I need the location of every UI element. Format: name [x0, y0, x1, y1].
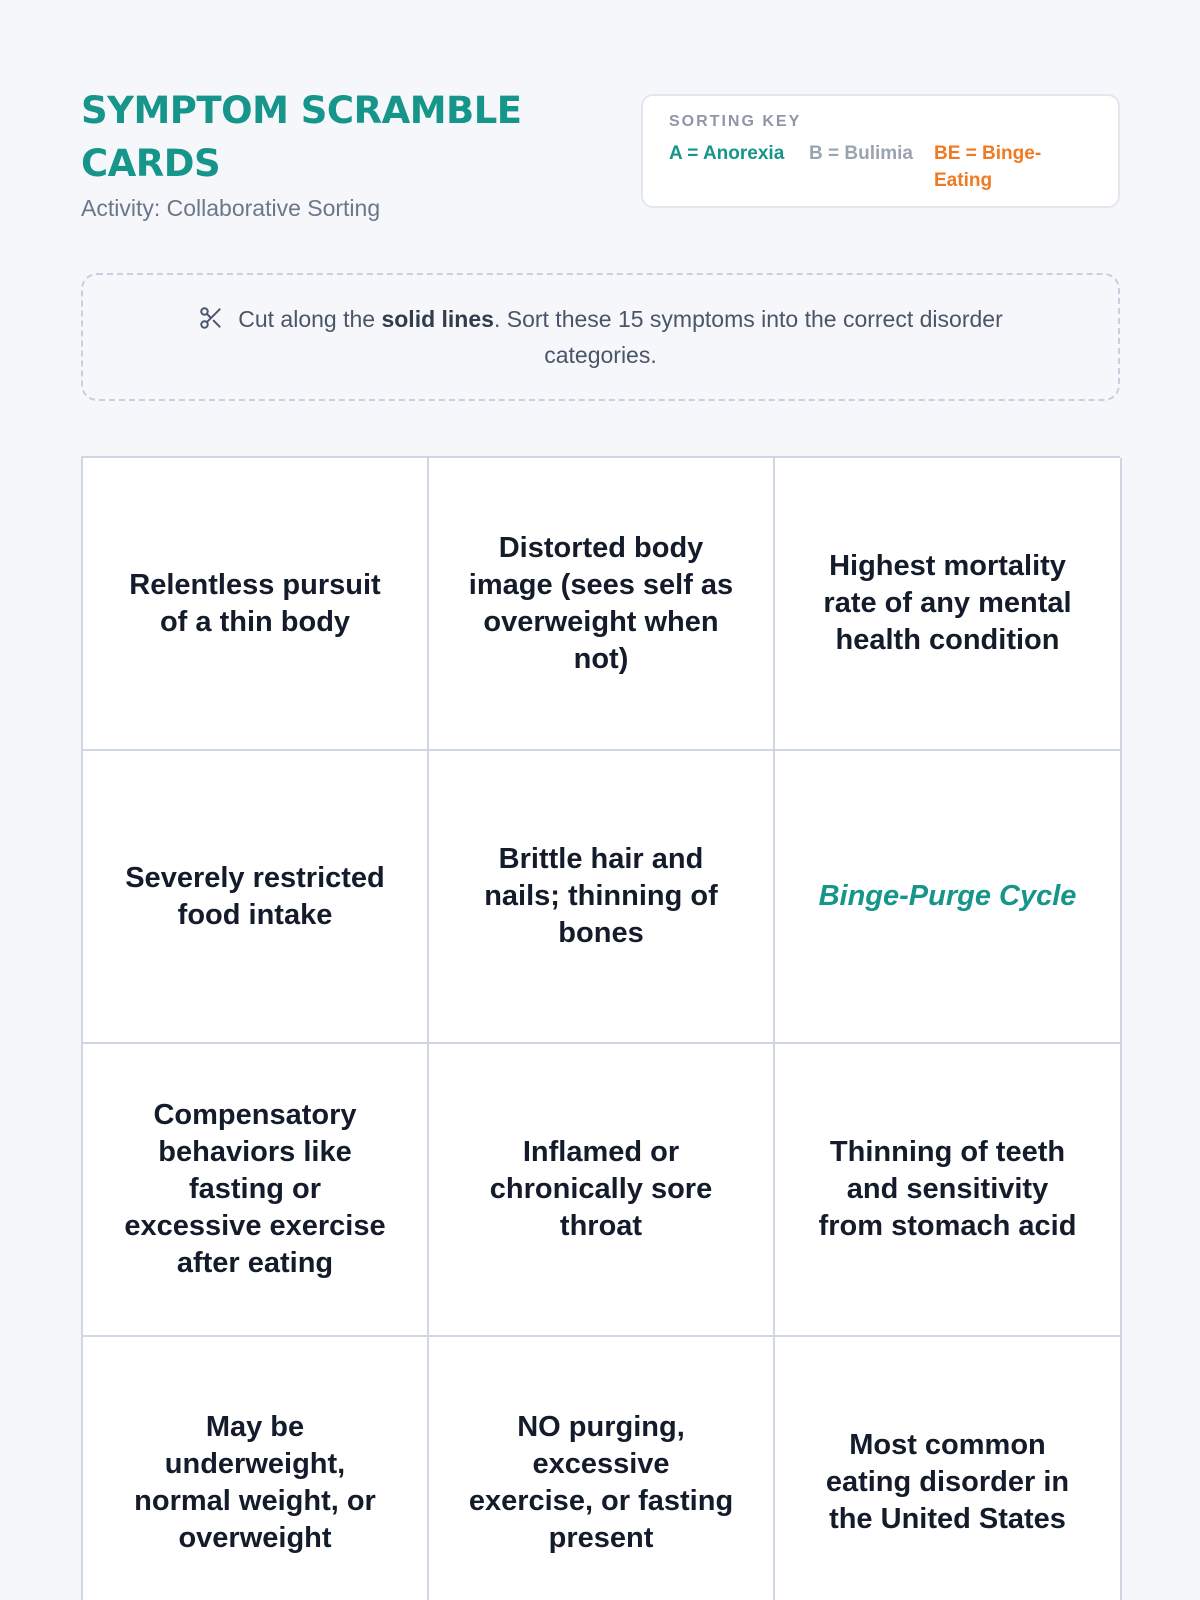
- sorting-key-label: SORTING KEY: [669, 113, 802, 130]
- symptom-card-text: Compensatory behaviors like fasting or excessive exercise after eating: [124, 1099, 386, 1279]
- symptom-card-text: NO purging, excessive exercise, or fasting present: [468, 1410, 734, 1554]
- instruction-box: [81, 273, 1120, 401]
- symptom-card-text: May be underweight, normal weight, or overweight: [134, 1410, 376, 1554]
- symptom-card[interactable]: [429, 1337, 775, 1600]
- symptom-card[interactable]: [83, 751, 429, 1044]
- symptom-card[interactable]: [775, 458, 1122, 751]
- symptom-card-text: Distorted body image (sees self as overweight when not): [468, 531, 734, 675]
- sorting-key: [641, 94, 1120, 208]
- instruction-prefix: Cut along the: [238, 306, 382, 332]
- scissors-icon: [198, 305, 224, 331]
- symptom-card[interactable]: [83, 1337, 429, 1600]
- symptom-card-text: Highest mortality rate of any mental health condition: [823, 550, 1072, 656]
- card-grid: [81, 456, 1120, 1600]
- symptom-card-text: Relentless pursuit of a thin body: [129, 568, 381, 638]
- symptom-card-text: Most common eating disorder in the United States: [825, 1429, 1070, 1535]
- symptom-card-text: Binge-Purge Cycle: [818, 880, 1077, 912]
- symptom-card-text: Inflamed or chronically sore throat: [489, 1136, 713, 1242]
- key-item-bulimia: B = Bulimia: [809, 143, 913, 164]
- instruction-bold: solid lines: [381, 306, 494, 332]
- header: [81, 84, 561, 222]
- key-item-anorexia: A = Anorexia: [669, 143, 785, 164]
- key-item-binge-eating: BE = Binge-Eating: [934, 143, 1042, 191]
- instruction-suffix: . Sort these 15 symptoms into the correct disorder categories.: [493, 306, 1003, 368]
- symptom-card[interactable]: [775, 1044, 1122, 1337]
- symptom-card[interactable]: [775, 1337, 1122, 1600]
- sorting-key-items: [669, 140, 1092, 194]
- page-title: SYMPTOM SCRAMBLE CARDS: [81, 89, 522, 185]
- symptom-card[interactable]: [83, 1044, 429, 1337]
- symptom-card-text: Thinning of teeth and sensitivity from stomach acid: [818, 1136, 1077, 1242]
- symptom-card[interactable]: [429, 458, 775, 751]
- symptom-card-text: Severely restricted food intake: [125, 861, 385, 931]
- symptom-card[interactable]: [429, 1044, 775, 1337]
- symptom-card-featured[interactable]: [775, 751, 1122, 1044]
- symptom-card[interactable]: [83, 458, 429, 751]
- symptom-card[interactable]: [429, 751, 775, 1044]
- page-subtitle: Activity: Collaborative Sorting: [81, 195, 381, 221]
- symptom-card-text: Brittle hair and nails; thinning of bones: [484, 843, 718, 949]
